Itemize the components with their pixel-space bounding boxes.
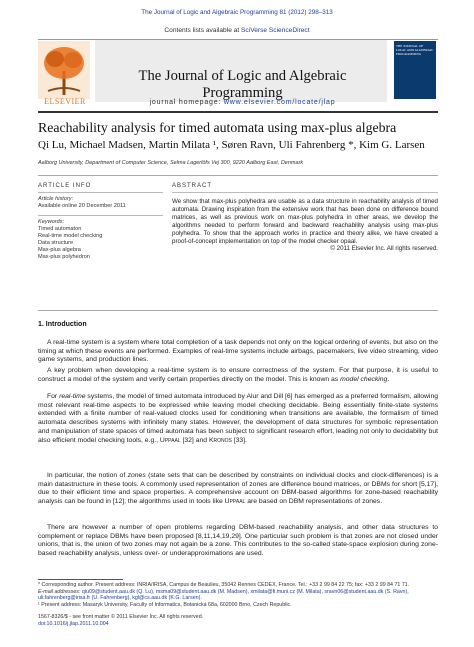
email-links[interactable]: qlu09@student.aau.dk (Q. Lu), msma09@student.aau.dk (M. Madsen), xmilata@fi.muni.cz (M. Milata), sravn06@student.aau.dk (S. Ravn), uli.fahrenberg@irisa.fr (U. Fahrenberg), kgl@cs.aau.dk (K.G. Larsen).	[38, 588, 409, 601]
text-run: [33].	[231, 436, 247, 444]
email-label: E-mail addresses:	[38, 588, 82, 595]
divider	[172, 192, 438, 193]
cover-title: THE JOURNAL OF LOGIC AND ALGEBRAIC PROGRAMMING	[396, 44, 434, 56]
text-run: (state sets that can be described by constraints on individual clocks and clock-differences) is a main datastructure in these tools. A commonly used representation of zones are difference bound matrices, or DBMs for short [5,17], due to their efficient time and space properties. A comprehensive account on DBM-based algorithms for zone-based reachability analysis can be found in [12]; the algorithms used in tools like	[38, 472, 438, 506]
tool-name: Uppaal	[159, 436, 181, 444]
keyword-item: Max-plus polyhedron	[38, 254, 90, 261]
keyword-item: Data structure	[38, 240, 74, 247]
divider	[38, 215, 163, 216]
paragraph	[38, 367, 438, 384]
divider	[38, 175, 438, 176]
paper-title: Reachability analysis for timed automata using max-plus algebra	[38, 120, 397, 135]
corresponding-author-note: * Corresponding author. Present address: INRIA/IRISA, Campus de Beaulieu, 35042 Rennes CEDEX, France. Tel.: +33 2 99 84 22 75; fax: +33 2 99 84 71 71.	[38, 582, 410, 588]
paragraph	[38, 393, 438, 445]
keyword-item: Real-time model checking	[38, 233, 103, 240]
journal-title[interactable]: The Journal of Logic and Algebraic Programming	[138, 68, 347, 101]
issn-block	[38, 614, 203, 627]
text-run: In particular, the notion of	[47, 472, 128, 479]
paragraph	[38, 472, 438, 507]
header-rule-bottom	[38, 111, 438, 113]
history-value: Available online 20 December 2011	[38, 203, 126, 210]
abstract-heading: ABSTRACT	[172, 183, 213, 189]
divider	[38, 310, 438, 311]
emphasis: model checking	[340, 375, 388, 383]
homepage-prefix: journal homepage:	[149, 99, 224, 106]
keyword-item: Max-plus algebra	[38, 247, 81, 254]
elsevier-tree-logo	[38, 41, 90, 99]
homepage-link[interactable]: www.elsevier.com/locate/jlap	[223, 99, 336, 106]
tool-name: Uppaal	[224, 498, 246, 506]
text-run: are based on DBM representations of zones.	[245, 498, 383, 506]
publisher-name: ELSEVIER	[44, 97, 86, 106]
footnote-rule	[38, 579, 123, 580]
author-list: Qi Lu, Michael Madsen, Martin Milata ¹, Søren Ravn, Uli Fahrenberg *, Kim G. Larsen	[38, 139, 425, 151]
emphasis: real-time	[59, 393, 86, 400]
contents-prefix: Contents lists available at	[164, 27, 242, 34]
article-info-heading: ARTICLE INFO	[38, 183, 92, 189]
keyword-item: Timed automaton	[38, 226, 82, 233]
email-addresses	[38, 589, 438, 602]
history-label: Article history:	[38, 196, 74, 202]
text-run: A key problem when developing a real-time system is to ensure correctness of the system. For that purpose, it is useful to construct a model of the system and verify certain properties directly on the model. This is known as	[38, 367, 438, 383]
text-run: For	[47, 393, 60, 400]
text-run: [32] and	[180, 436, 209, 444]
tool-name: Kronos	[208, 436, 232, 444]
affiliation: Aalborg University, Department of Computer Science, Selma Lagerlöfs Vej 300, 9220 Aalborg East, Denmark	[38, 160, 304, 166]
text-run: systems, the model of timed automata introduced by Alur and Dill [6] has emerged as a preferred formalism, allowing most relevant real-time aspects to be expressed while leaving model checking decidable. Being essentially finite-state systems extended with a finite number of real-valued clocks used for conditioning when transitions are available, the formalism of timed automata describes systems with infinitely many states. However, the development of data structures for symbolic representation and manipulation of state spaces of timed automata has been subject to significant research effort, leading not only to decidability but also efficient model checking tools, e.g.,	[38, 393, 439, 444]
divider	[38, 192, 163, 193]
paragraph: There are however a number of open problems regarding DBM-based reachability analysis, and other data structures to complement or replace DBMs have been proposed [8,11,14,19,29]. One particular such problem is that zones are not closed under unions, that is, the union of two zones may not again be a zone. This contributes to the so-called state-space explosion during zone-based reachability analysis, unless over- or underapproximations are used.	[38, 524, 438, 558]
journal-homepage	[100, 99, 385, 106]
issn-line: 1567-8326/$ - see front matter © 2011 Elsevier Inc. All rights reserved.	[38, 614, 204, 620]
abstract-body	[172, 198, 438, 253]
doi-link[interactable]: doi:10.1016/j.jlap.2011.10.004	[38, 620, 109, 627]
text-run: .	[387, 375, 390, 383]
present-address-note: ¹ Present address: Masaryk University, Faculty of Informatics, Botanická 68a, 602000 Brno, Czech Republic.	[38, 601, 292, 608]
footnotes	[38, 582, 438, 608]
emphasis: zones	[127, 472, 146, 479]
keywords-block	[38, 219, 163, 262]
keywords-label: Keywords:	[38, 219, 65, 225]
article-history	[38, 196, 163, 210]
contents-line	[0, 27, 474, 34]
sciencedirect-link[interactable]: SciVerse ScienceDirect	[241, 27, 310, 34]
copyright-notice: © 2011 Elsevier Inc. All rights reserved.	[330, 245, 438, 253]
abstract-text: We show that max-plus polyhedra are usable as a data structure in reachability analysis of timed automata. Drawing inspiration from the extensive work that has been done on difference bound matrices, as well as previous work on max-plus polyhedra in other areas, we develop the algorithms needed to perform forward and backward reachability analysis using max-plus polyhedra. To show that the approach works in practice and theory alike, we have created a proof-of-concept implementation on top of the model checker opaal.	[172, 198, 438, 245]
paragraph: A real-time system is a system where total completion of a task depends not only on the logical ordering of events, but also on the timing at which these events are performed. Examples of real-time systems include airbags, pacemakers, live video streaming, video game systems, and production lines.	[38, 339, 438, 364]
section-heading-introduction: 1. Introduction	[38, 321, 87, 328]
running-head[interactable]: The Journal of Logic and Algebraic Programming 81 (2012) 298–313	[141, 9, 333, 16]
